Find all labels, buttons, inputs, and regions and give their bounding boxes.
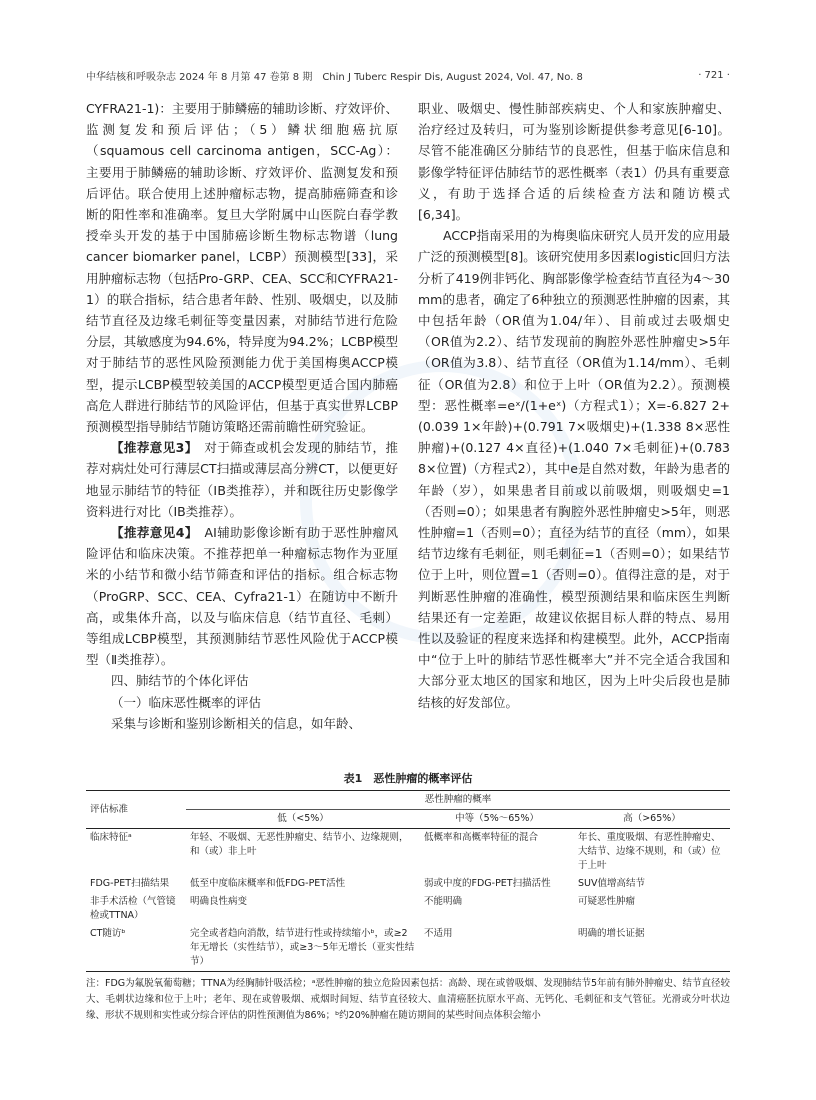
paragraph: CYFRA21-1)：主要用于肺鳞癌的辅助诊断、疗效评价、监测复发和预后评估；（5）鳞状细胞癌抗原（squamous cell carcinoma antigen，SCC-Ag）：主要用于肺鳞癌的辅助诊断、疗效评价、监测复发和预后评估。联合使用上述肿瘤标志物，提高肺癌筛查和诊断的阳性率和准确率。复旦大学附属中山医院白春学教授牵头开发的基于中国肺癌诊断生物标志物谱（lung cancer biomarker panel，LCBP）预测模型[33]，采用肿瘤标志物（包括Pro-GRP、CEA、SCC和CYFRA21-1）的联合指标，结合患者年龄、性别、吸烟史，以及肺结节直径及边缘毛刺征等变量因素，对肺结节进行危险分层，其敏感度为94.6%，特异度为94.2%；LCBP模型对于肺结节的恶性风险预测能力优于美国梅奥ACCP模型，提示LCBP模型较美国的ACCP模型更适合国内肺癌高危人群进行肺结节的风险评估，但基于真实世界LCBP预测模型指导肺结节随访策略还需前瞻性研究验证。 [86,101,398,435]
table-header-high: 高（>65%） [574,810,730,829]
table-title: 表1 恶性肿瘤的概率评估 [343,772,473,785]
recommendation-text: AI辅助影像诊断有助于恶性肿瘤风险评估和临床决策。不推荐把单一种瘤标志物作为亚厘米的小结节和微小结节筛查和评估的指标。组合标志物（ProGRP、SCC、CEA、Cyfra21-1）在随访中不断升高，或集体升高，以及与临床信息（结节直径、毛刺）等组成LCBP模型，其预测肺结节恶性风险优于ACCP模型（Ⅱ类推荐）。 [86,525,398,668]
recommendation-text: 对于筛查或机会发现的肺结节，推荐对病灶处可行薄层CT扫描或薄层高分辨CT，以便更好地显示肺结节的特征（ⅠB类推荐），并和既往历史影像学资料进行对比（ⅠB类推荐）。 [86,440,398,519]
page-number: · 721 · [698,69,730,81]
table-cell: 低概率和高概率特征的混合 [424,832,539,843]
section-heading: 四、肺结节的个体化评估 [111,673,249,689]
table-row [86,893,730,925]
table-cell: 不适用 [420,925,574,972]
table-cell: 年轻、不吸烟、无恶性肿瘤史、结节小、边缘规则，和（或）非上叶 [190,832,409,857]
running-header [86,66,730,84]
table-cell: 临床特征ᵃ [90,832,132,843]
right-column [418,98,730,713]
table-cell: 低至中度临床概率和低FDG-PET活性 [190,878,346,889]
journal-citation: 中华结核和呼吸杂志 2024 年 8 月第 47 卷第 8 期 Chin J Tuberc Respir Dis, August 2024, Vol. 47, No. 8 [86,71,583,83]
table-cell: 完全或者趋向消散，结节进行性或持续缩小ᵇ，或≥2年无增长（实性结节），或≥3～5年无增长（亚实性结节） [186,925,420,972]
table-cell: 可疑恶性肿瘤 [578,896,636,907]
left-column [86,98,398,734]
table-cell: 弱或中度的FDG-PET扫描活性 [424,878,551,889]
table-cell: 明确良性病变 [190,896,248,907]
table-header-mid: 中等（5%～65%） [420,810,574,829]
table-cell: SUV值增高结节 [578,878,645,889]
table-header-low: 低（<5%） [186,810,420,829]
recommendation-label: 【推荐意见3】 [111,440,192,456]
table-header-criteria: 评估标准 [86,791,186,829]
table-cell: FDG-PET扫描结果 [90,878,170,889]
subsection-heading: （一）临床恶性概率的评估 [111,694,262,710]
table-header-group: 恶性肿瘤的概率 [186,791,730,810]
paragraph: 采集与诊断和鉴别诊断相关的信息，如年龄、 [111,715,362,731]
table-note: 注：FDG为氟脱氧葡萄糖；TTNA为经胸肺针吸活检；ᵃ恶性肿瘤的独立危险因素包括：高龄、现在或曾吸烟、发现肺结节5年前有肺外肿瘤史、结节直径较大、毛刺状边缘和位于上叶；老年、现在或曾吸烟、戒烟时间短、结节直径较大、血清癌胚抗原水平高、无钙化、毛刺征和支气管征。光滑或分叶状边缘、形状不规则和实性或分综合评估的阴性预测值为86%；ᵇ约20%肿瘤在随访期间的某些时间点体积会缩小 [86,978,730,1021]
publisher-logo [88,1015,348,1037]
probability-table [86,790,730,972]
recommendation-label: 【推荐意见4】 [111,525,192,541]
table-cell: 不能明确 [424,896,463,907]
table-cell: CT随访ᵇ [86,925,186,972]
paragraph: ACCP指南采用的为梅奥临床研究人员开发的应用最广泛的预测模型[8]。该研究使用多因素logistic回归方法分析了419例非钙化、胸部影像学检查结节直径为4～30 mm的患者，确定了6种独立的预测恶性肿瘤的因素，其中包括年龄（OR值为1.04/年）、目前或过去吸烟史（OR值为2.2）、结节发现前的胸腔外恶性肿瘤史>5年（OR值为3.8）、结节直径（OR值为1.14/mm）、毛刺征（OR值为2.8）和位于上叶（OR值为2.2）。预测模型：恶性概率=eˣ/(1+eˣ)（方程式1）；X=-6.827 2+(0.039 1×年龄)+(0.791 7×吸烟史)+(1.338 8×恶性肿瘤)+(0.127 4×直径)+(1.040 7×毛刺征)+(0.783 8×位置)（方程式2），其中e是自然对数，年龄为患者的年龄（岁），如果患者目前或以前吸烟，则吸烟史=1（否则=0）；如果患者有胸腔外恶性肿瘤史>5年，则恶性肿瘤=1（否则=0）；直径为结节的直径（mm），如果结节边缘有毛刺征，则毛刺征=1（否则=0）；如果结节位于上叶，则位置=1（否则=0）。值得注意的是，对于判断恶性肿瘤的准确性，模型预测结果和临床医生判断结果还有一定差距，故建议依据目标人群的特点、易用性以及验证的程度来选择和构建模型。此外，ACCP指南中“位于上叶的肺结节恶性概率大”并不完全适合我国和大部分亚太地区的国家和地区，因为上叶尖后段也是肺结核的好发部位。 [418,228,730,710]
recommendation-3 [86,437,398,522]
table-cell: 明确的增长证据 [574,925,730,972]
paragraph: 职业、吸烟史、慢性肺部疾病史、个人和家族肿瘤史、治疗经过及转归，可为鉴别诊断提供参考意见[6-10]。尽管不能准确区分肺结节的良恶性，但基于临床信息和影像学特征评估肺结节的恶性概率（表1）仍具有重要意义，有助于选择合适的后续检查方法和随访模式[6,34]。 [418,101,730,223]
table-cell: 年长、重度吸烟、有恶性肿瘤史、大结节、边缘不规则，和（或）位于上叶 [578,832,721,871]
table-cell: 非手术活检（气管镜检或TTNA） [90,896,176,921]
recommendation-4 [86,522,398,670]
table-row [86,925,730,972]
table-row [86,875,730,893]
table-row [86,829,730,876]
